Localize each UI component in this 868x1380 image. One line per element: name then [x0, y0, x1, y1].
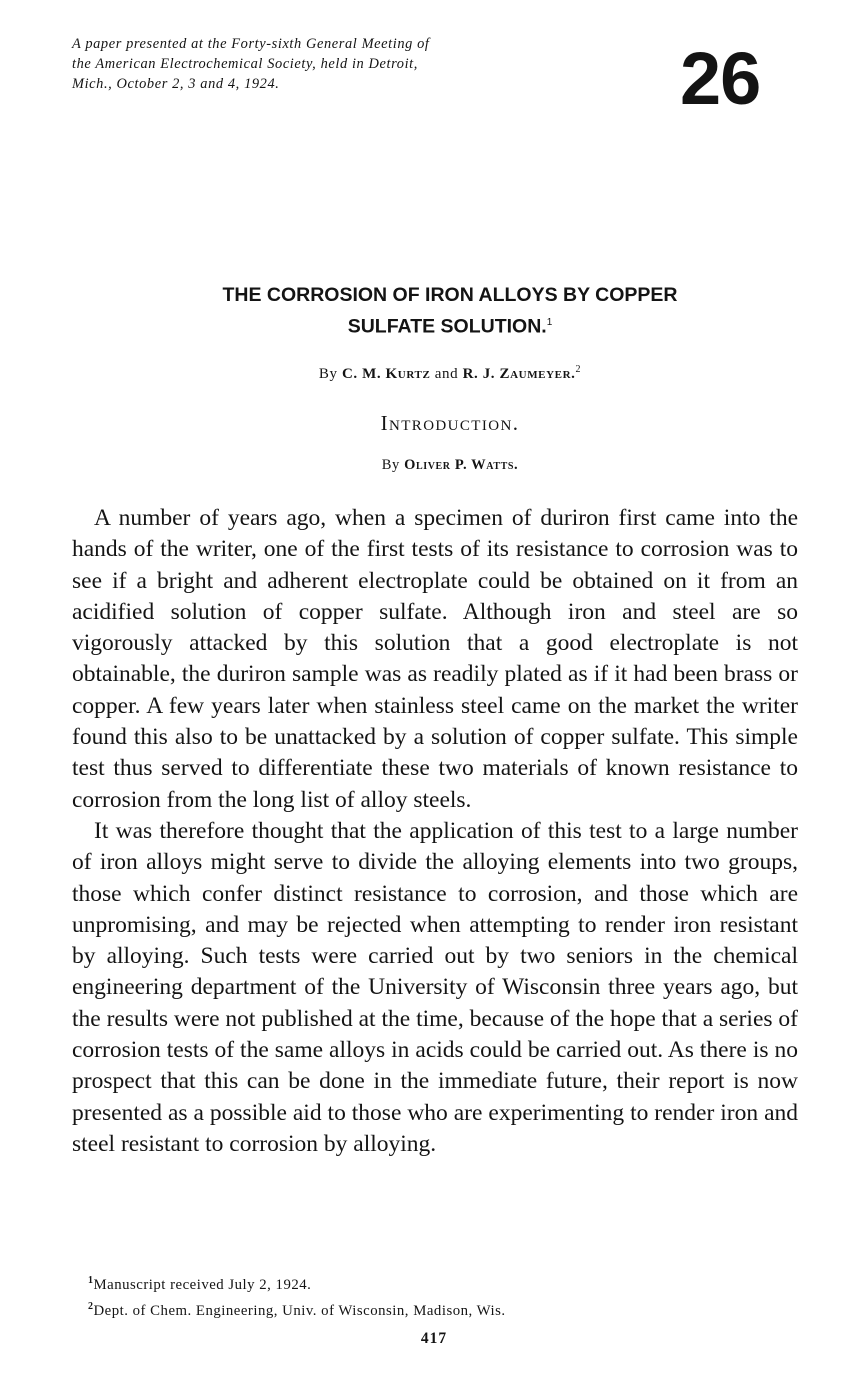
byline-prefix: By [381, 457, 400, 473]
footnote-1-mark: 1 [88, 1275, 94, 1286]
section-byline [120, 457, 780, 474]
footnote-2-mark: 2 [88, 1300, 94, 1312]
authors-conjunction: and [434, 366, 459, 382]
byline-author: Oliver P. Watts. [404, 457, 519, 473]
footnote-1-text: Manuscript received July 2, 1924. [93, 1276, 312, 1293]
paper-title [120, 282, 780, 341]
title-line-2-text: SULFATE SOLUTION. [347, 315, 547, 338]
page-number: 417 [420, 1330, 448, 1347]
title-line-1: THE CORROSION OF IRON ALLOYS BY COPPER [222, 284, 678, 306]
author-2: R. J. Zaumeyer. [462, 366, 576, 382]
footnote-1 [88, 1270, 788, 1296]
authors-prefix: By [318, 366, 338, 382]
author-1: C. M. Kurtz [341, 366, 431, 382]
footnote-2 [88, 1296, 788, 1322]
section-heading: Introduction. [380, 411, 520, 435]
paragraph-2: It was therefore thought that the application of this test to a large number of iron alloys might serve to divide the alloying elements into two groups, those which confer distinct resistance to corrosion, and those which are unpromising, and may be rejected when attempting to render iron resistant by alloying. Such tests were carried out by two seniors in the chemical engineering department of the University of Wisconsin three years ago, but the results were not published at the time, because of the hope that a series of corrosion tests of the same alloys in acids could be carried out. As there is no prospect that this can be done in the immediate future, their report is now presented as a possible aid to those who are experimenting to render iron and steel resistant to corrosion by alloying. [72, 817, 798, 1157]
presented-note: A paper presented at the Forty-sixth General Meeting of the American Electrochemical Society, held in Detroit, Mich., October 2, 3 and 4, 1924. [72, 36, 430, 92]
paragraph-1: A number of years ago, when a specimen of duriron first came into the hands of the writer, one of the first tests of its resistance to corrosion was to see if a bright and adherent electroplate could be obtained on it from an acidified solution of copper sulfate. Although iron and steel are so vigorously attacked by this solution that a good electroplate is not obtainable, the duriron sample was as readily plated as if it had been brass or copper. A few years later when stainless steel came on the market the writer found this also to be unattacked by a solution of copper sulfate. This simple test thus served to differentiate these two materials of known resistance to corrosion from the long list of alloy steels. [72, 505, 798, 813]
footnote-2-text: Dept. of Chem. Engineering, Univ. of Wisconsin, Madison, Wis. [93, 1302, 506, 1319]
author-line [120, 364, 780, 383]
chapter-number: 26 [680, 37, 761, 120]
title-footnote-mark: 1 [546, 317, 553, 328]
body-text [72, 503, 798, 1160]
title-line-2 [120, 309, 780, 341]
author-footnote-mark: 2 [575, 364, 582, 375]
footnotes [88, 1270, 788, 1322]
